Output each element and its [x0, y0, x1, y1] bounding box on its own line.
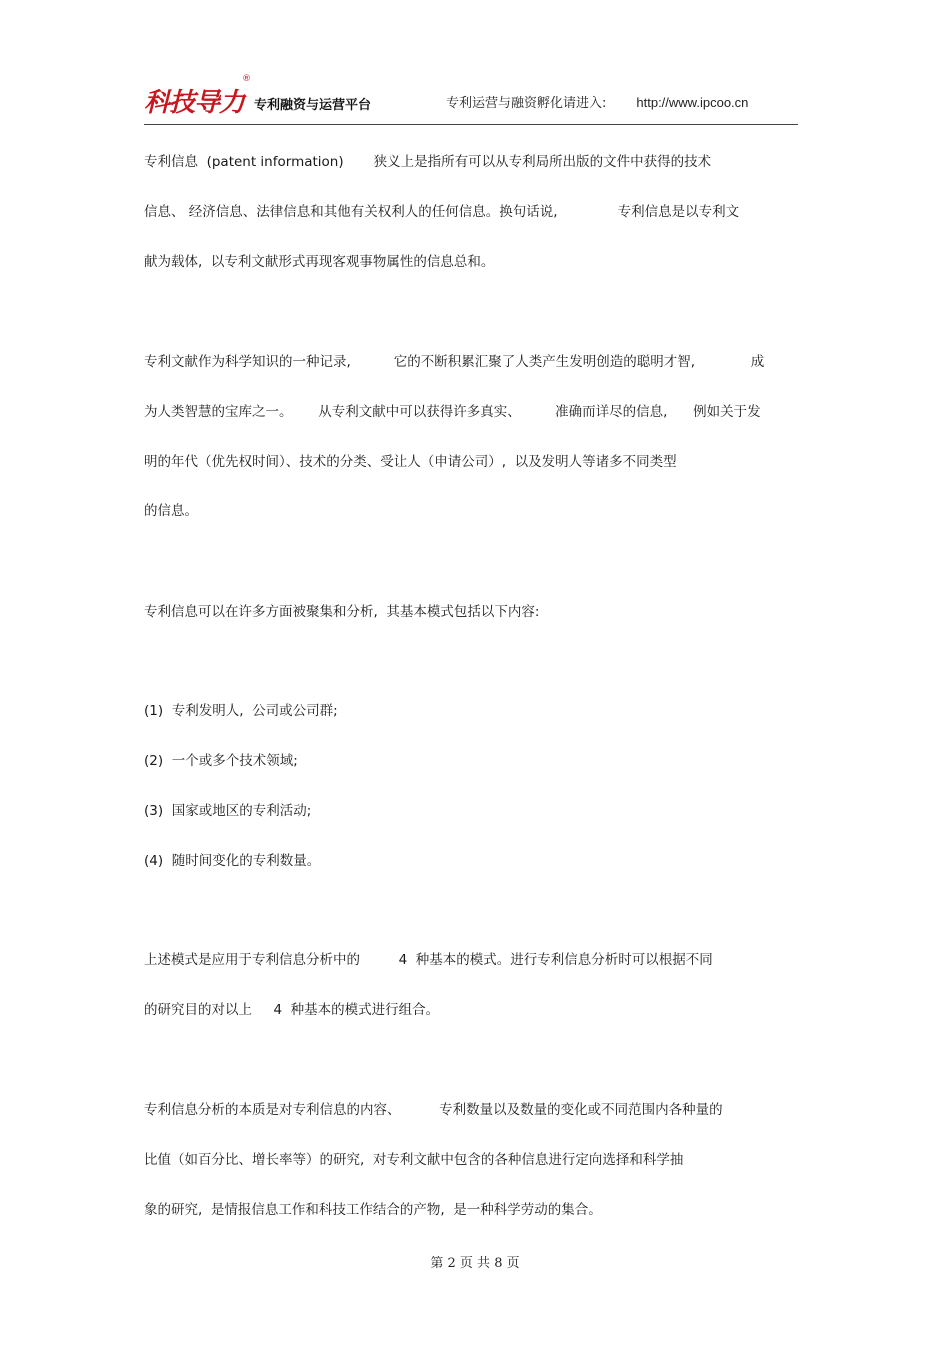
text-line: 比值（如百分比、增长率等）的研究, 对专利文献中包含的各种信息进行定向选择和科学抽 — [144, 1152, 684, 1168]
page-number: 第 2 页 共 8 页 — [430, 1256, 520, 1271]
list-item: (4) 随时间变化的专利数量。 — [144, 853, 321, 869]
registered-mark: ® — [242, 74, 251, 84]
logo — [144, 76, 371, 116]
text-line: 象的研究, 是情报信息工作和科技工作结合的产物, 是一种科学劳动的集合。 — [144, 1202, 602, 1218]
list-item: (1) 专利发明人, 公司或公司群; — [144, 703, 338, 719]
page-header — [144, 72, 798, 128]
header-entry — [446, 92, 748, 111]
header-url-link[interactable]: http://www.ipcoo.cn — [636, 95, 749, 110]
list-item: (2) 一个或多个技术领域; — [144, 753, 298, 769]
text-line: 专利信息 (patent information) 狭义上是指所有可以从专利局所出版的文件中获得的技术 — [144, 154, 712, 170]
logo-tagline: 专利融资与运营平台 — [254, 98, 372, 113]
text-line: 献为载体, 以专利文献形式再现客观事物属性的信息总和。 — [144, 254, 495, 270]
text-line: 明的年代（优先权时间）、技术的分类、受让人（申请公司）, 以及发明人等诸多不同类型 — [144, 454, 677, 470]
text-line: 上述模式是应用于专利信息分析中的 4 种基本的模式。进行专利信息分析时可以根据不同 — [144, 952, 713, 968]
text-line: 专利信息可以在许多方面被聚集和分析, 其基本模式包括以下内容: — [144, 604, 540, 620]
logo-mark: 科技导力 — [144, 88, 245, 118]
text-line: 为人类智慧的宝库之一。 从专利文献中可以获得许多真实、 准确而详尽的信息, 例如关于发 — [144, 404, 761, 420]
header-divider — [144, 124, 798, 125]
header-entry-text: 专利运营与融资孵化请进入: — [446, 96, 607, 111]
text-line: 的信息。 — [144, 503, 198, 519]
text-line: 专利信息分析的本质是对专利信息的内容、 专利数量以及数量的变化或不同范围内各种量的 — [144, 1102, 723, 1118]
text-line: 的研究目的对以上 4 种基本的模式进行组合。 — [144, 1002, 440, 1018]
list-item: (3) 国家或地区的专利活动; — [144, 803, 312, 819]
text-line: 信息、 经济信息、法律信息和其他有关权利人的任何信息。换句话说, 专利信息是以专利文 — [144, 204, 740, 220]
text-line: 专利文献作为科学知识的一种记录, 它的不断积累汇聚了人类产生发明创造的聪明才智, 成 — [144, 354, 765, 370]
